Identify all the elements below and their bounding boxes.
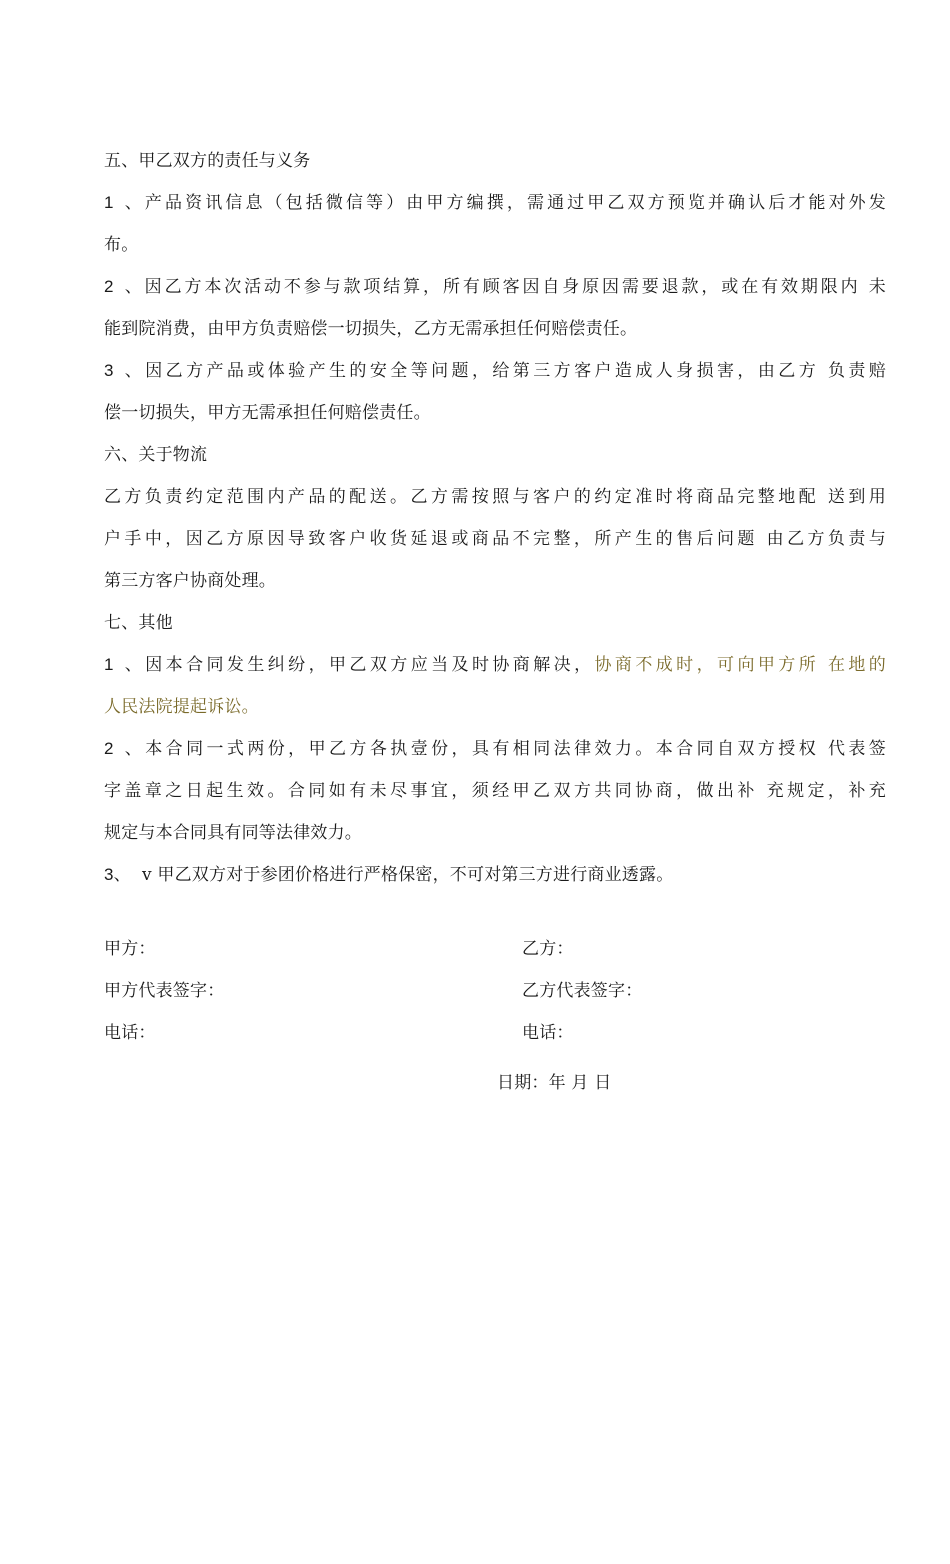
- section-5-heading: 五、甲乙双方的责任与义务: [104, 151, 311, 171]
- item-text: 产品资讯信息（包括微信等）由甲方编撰，需通过甲乙双方预览并确认后才能对外发: [142, 193, 886, 213]
- item-number: 1、: [104, 655, 142, 674]
- highlighted-text: 协商不成时，可向甲方所 在地的: [594, 655, 887, 675]
- item-number: 3、: [104, 865, 131, 884]
- signature-row-representative: [104, 970, 886, 1012]
- section-6-line-1: 乙方负责约定范围内产品的配送。乙方需按照与客户的约定准时将商品完整地配 送到用: [104, 487, 886, 507]
- party-b-rep-label: 乙方代表签字：: [522, 981, 643, 1001]
- party-a-label: 甲方：: [104, 939, 156, 959]
- item-text: v 甲乙双方对于参团价格进行严格保密，不可对第三方进行商业透露。: [142, 865, 674, 885]
- item-number: 3、: [104, 361, 142, 380]
- section-7-item-2-line-1: [104, 728, 886, 770]
- section-5-item-1-line-2: 布。: [104, 235, 139, 255]
- section-7-item-2-line-3: 规定与本合同具有同等法律效力。: [104, 823, 362, 843]
- item-text: 本合同一式两份，甲乙方各执壹份，具有相同法律效力。本合同自双方授权 代表签: [142, 739, 886, 759]
- item-number: 2、: [104, 739, 142, 758]
- date-label: 日期：年 月 日: [497, 1073, 612, 1093]
- party-b-phone-label: 电话：: [522, 1023, 574, 1043]
- section-6-heading: 六、关于物流: [104, 445, 208, 465]
- section-7-item-1-line-1: [104, 644, 886, 686]
- date-row: [104, 1054, 886, 1106]
- section-5-item-3-line-1: [104, 350, 886, 392]
- item-text: 因乙方本次活动不参与款项结算，所有顾客因自身原因需要退款，或在有效期限内 未: [142, 277, 886, 297]
- section-6-line-2: 户手中，因乙方原因导致客户收货延退或商品不完整，所产生的售后问题 由乙方负责与: [104, 529, 886, 549]
- spacer: [104, 896, 886, 928]
- section-7-item-2-line-2: 字盖章之日起生效。合同如有未尽事宜，须经甲乙双方共同协商，做出补 充规定，补充: [104, 781, 886, 801]
- item-text: 因乙方产品或体验产生的安全等问题，给第三方客户造成人身损害，由乙方 负责赔: [142, 361, 886, 381]
- contract-body: [104, 140, 886, 1106]
- item-text: 因本合同发生纠纷，甲乙双方应当及时协商解决，: [142, 655, 595, 675]
- section-6-line-3: 第三方客户协商处理。: [104, 571, 276, 591]
- section-7-item-1-line-2: 人民法院提起诉讼。: [104, 697, 259, 717]
- section-7-item-3: [104, 854, 886, 896]
- section-5-item-2-line-1: [104, 266, 886, 308]
- item-number: 1、: [104, 193, 142, 212]
- section-5-item-3-line-2: 偿一切损失，甲方无需承担任何赔偿责任。: [104, 403, 431, 423]
- party-a-rep-label: 甲方代表签字：: [104, 981, 225, 1001]
- signature-row-party: [104, 928, 886, 970]
- section-5-item-2-line-2: 能到院消费，由甲方负责赔偿一切损失，乙方无需承担任何赔偿责任。: [104, 319, 638, 339]
- signature-row-phone: [104, 1012, 886, 1054]
- item-number: 2、: [104, 277, 142, 296]
- section-7-heading: 七、其他: [104, 613, 173, 633]
- party-a-phone-label: 电话：: [104, 1023, 156, 1043]
- party-b-label: 乙方：: [522, 939, 574, 959]
- section-5-item-1-line-1: [104, 182, 886, 224]
